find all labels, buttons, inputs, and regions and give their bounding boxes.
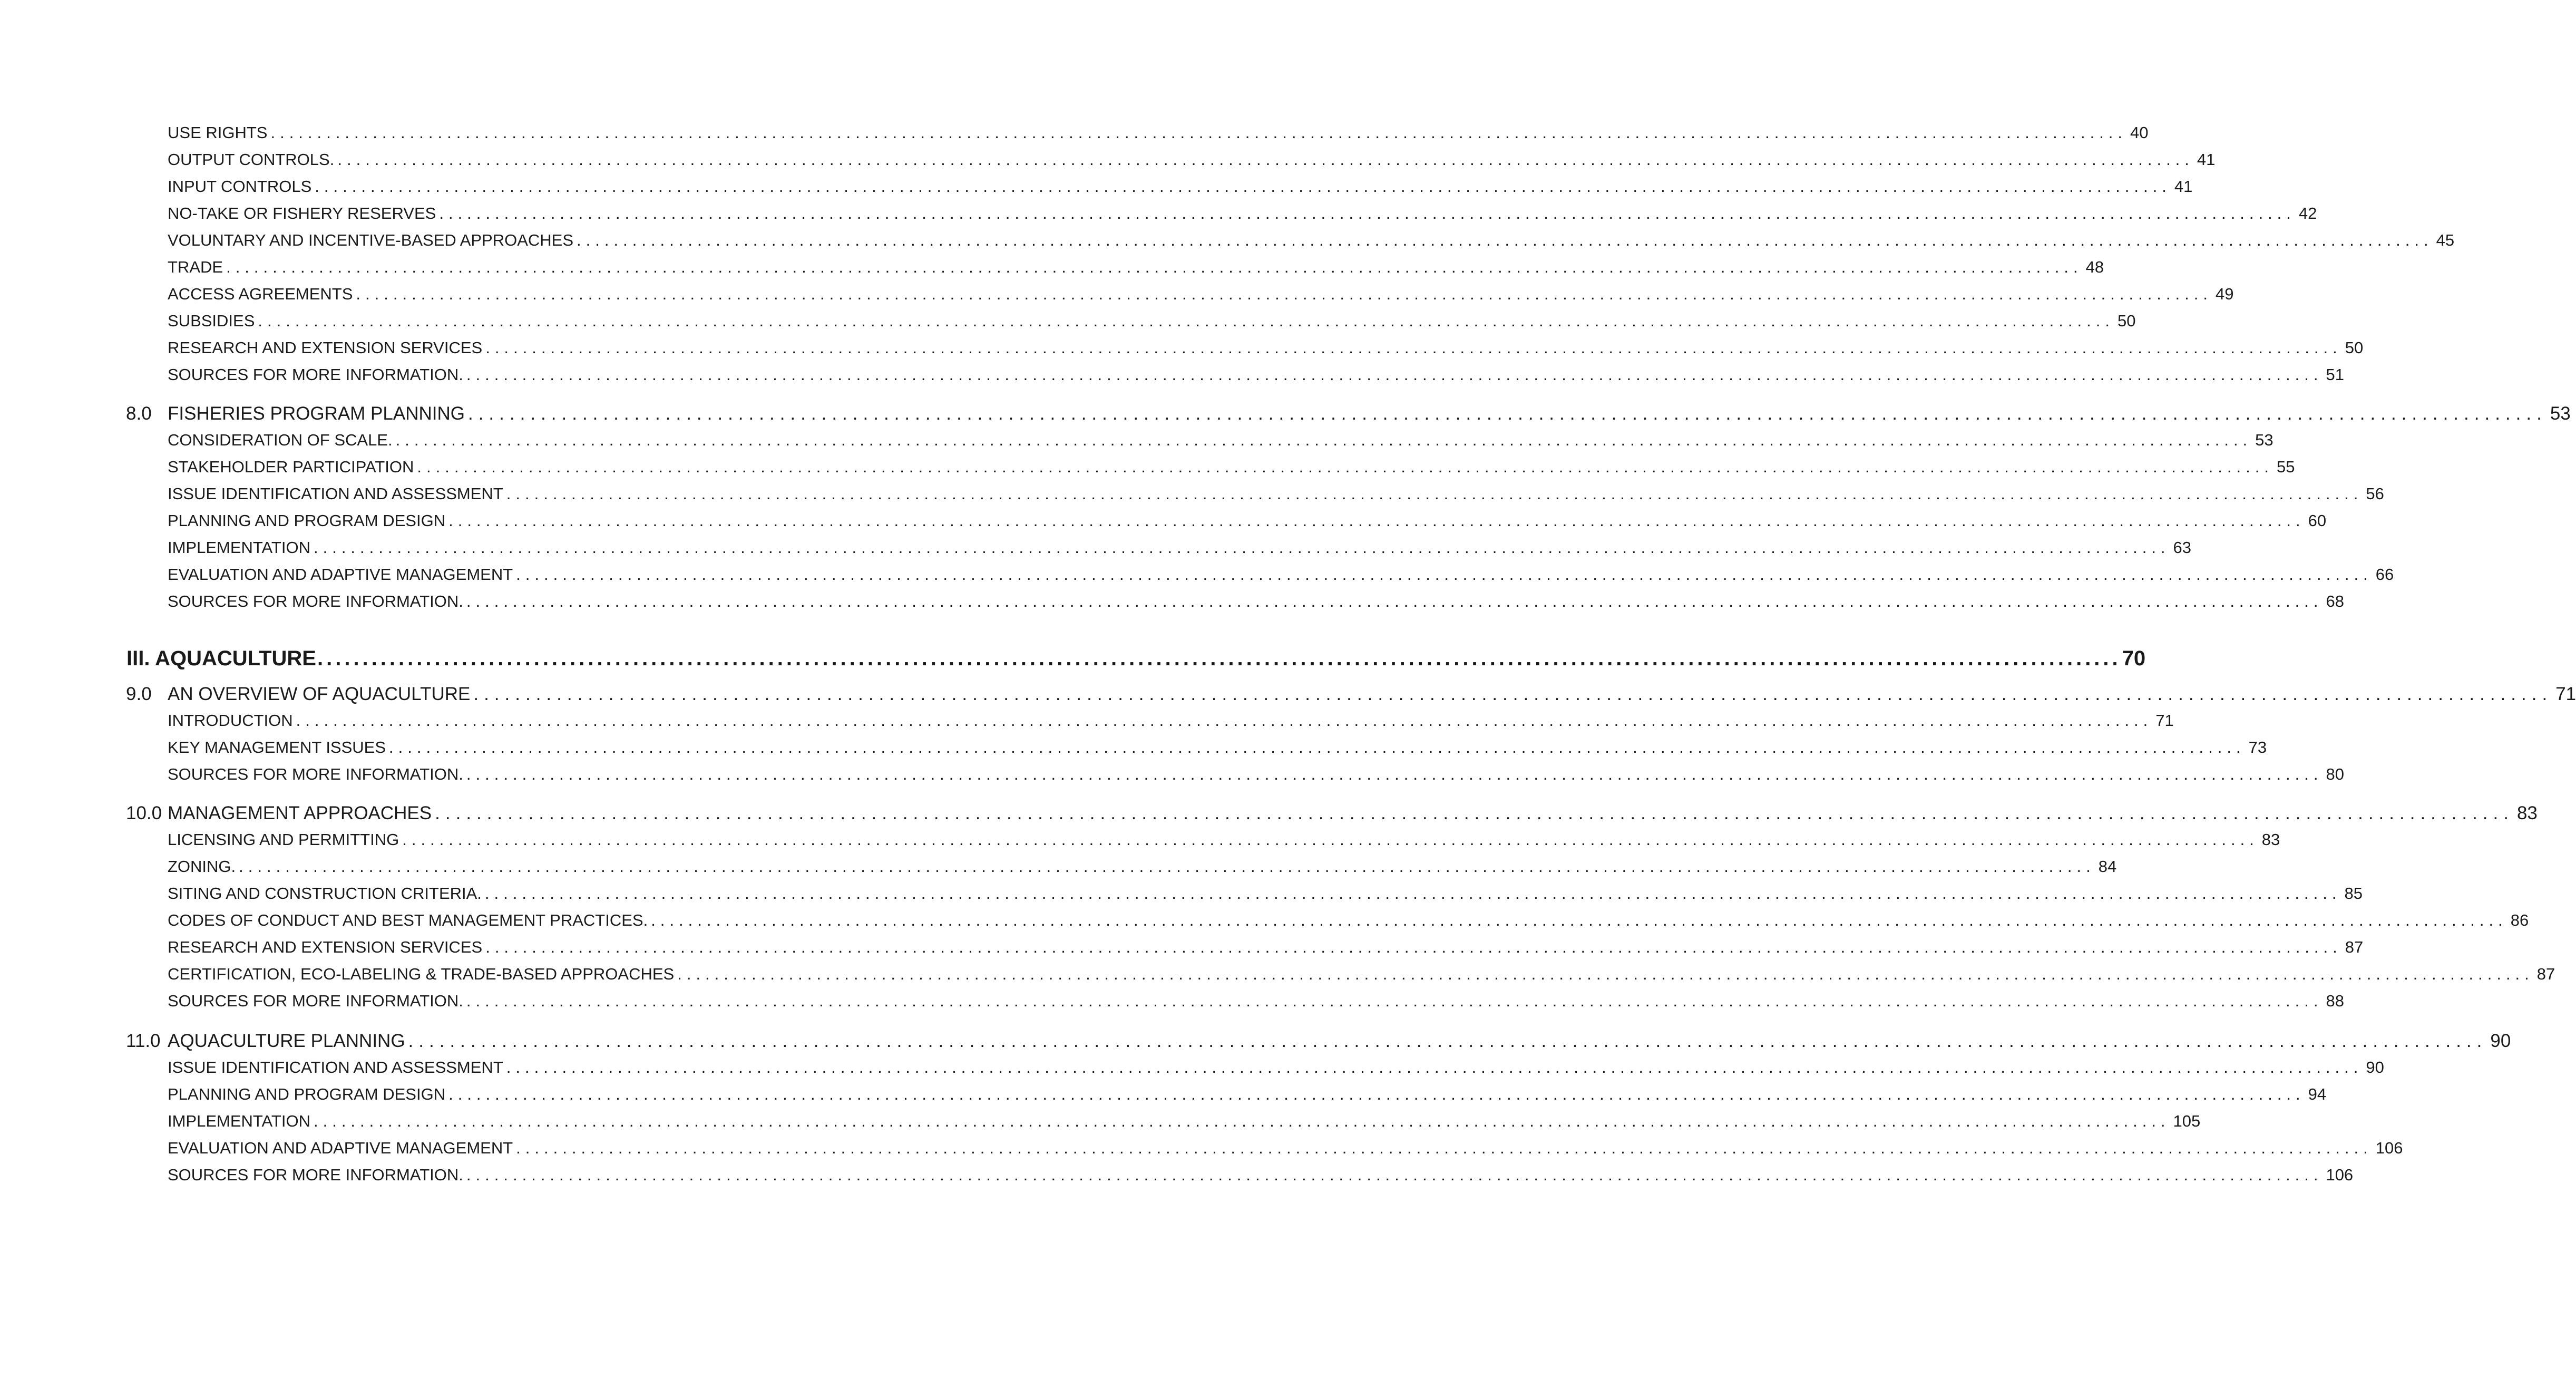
page-number: 105 bbox=[2173, 1112, 2201, 1130]
toc-entry bbox=[168, 284, 2234, 305]
toc-entry bbox=[168, 257, 2104, 278]
toc-chapter-entry bbox=[126, 802, 2538, 825]
entry-title: INPUT CONTROLS bbox=[168, 177, 312, 196]
toc-part-entry bbox=[126, 645, 2146, 672]
entry-title: INTRODUCTION bbox=[168, 711, 293, 730]
page-number: 71 bbox=[2155, 711, 2174, 730]
toc-entry bbox=[168, 1165, 2354, 1186]
entry-title: CODES OF CONDUCT AND BEST MANAGEMENT PRACTICES. bbox=[168, 911, 648, 929]
page-number: 88 bbox=[2326, 992, 2344, 1010]
dot-leader: ........................................................................................................................................................................................................ bbox=[313, 1112, 2170, 1130]
entry-title: IMPLEMENTATION bbox=[168, 538, 310, 557]
dot-leader: ........................................................................................................................................................................................................ bbox=[337, 150, 2194, 169]
entry-title: ISSUE IDENTIFICATION AND ASSESSMENT bbox=[168, 484, 503, 503]
page-number: 66 bbox=[2375, 565, 2394, 584]
chapter-number: 8.0 bbox=[126, 403, 152, 424]
dot-leader: ........................................................................................................................................................................................................ bbox=[516, 1139, 2373, 1157]
page-number: 55 bbox=[2276, 458, 2295, 476]
dot-leader: ........................................................................................................................................................................................................ bbox=[466, 592, 2323, 610]
page-number: 40 bbox=[2130, 123, 2149, 142]
page-number: 106 bbox=[2375, 1139, 2403, 1157]
dot-leader: ........................................................................................................................................................................................................ bbox=[466, 765, 2323, 783]
page-number: 90 bbox=[2366, 1058, 2384, 1076]
entry-title: PLANNING AND PROGRAM DESIGN bbox=[168, 511, 446, 530]
toc-chapter-entry bbox=[126, 402, 2571, 425]
chapter-number: 9.0 bbox=[126, 684, 152, 704]
page-number: 42 bbox=[2298, 204, 2317, 222]
toc-entry bbox=[168, 737, 2267, 758]
page-number: 87 bbox=[2536, 965, 2555, 983]
dot-leader: ........................................................................................................................................................................................................ bbox=[417, 458, 2273, 476]
entry-title: AN OVERVIEW OF AQUACULTURE bbox=[168, 684, 471, 704]
toc-entry bbox=[168, 122, 2149, 143]
toc-entry bbox=[168, 483, 2384, 505]
dot-leader: ........................................................................................................................................................................................................ bbox=[313, 538, 2170, 557]
dot-leader: ........................................................................................................................................................................................................ bbox=[485, 938, 2342, 956]
dot-leader: ........................................................................................................................................................................................................ bbox=[484, 884, 2341, 903]
entry-title: PLANNING AND PROGRAM DESIGN bbox=[168, 1085, 446, 1103]
page-number: 41 bbox=[2174, 177, 2193, 196]
page-number: 63 bbox=[2173, 538, 2192, 557]
entry-title: USE RIGHTS bbox=[168, 123, 268, 142]
page-number: 41 bbox=[2197, 150, 2216, 169]
dot-leader: ........................................................................................................................................................................................................ bbox=[239, 857, 2095, 876]
dot-leader: ........................................................................................................................................................................................................ bbox=[473, 684, 2553, 704]
dot-leader: ........................................................................................................................................................................................................ bbox=[439, 204, 2296, 222]
page-number: 53 bbox=[2550, 403, 2571, 424]
page-number: 53 bbox=[2255, 431, 2273, 449]
dot-leader: ........................................................................................................................................................................................................ bbox=[448, 1085, 2305, 1103]
entry-title: FISHERIES PROGRAM PLANNING bbox=[168, 403, 465, 424]
dot-leader: ........................................................................................................................................................................................................ bbox=[466, 1166, 2323, 1184]
dot-leader: ........................................................................................................................................................................................................ bbox=[577, 231, 2433, 249]
toc-entry bbox=[168, 457, 2295, 478]
toc-entry bbox=[168, 856, 2117, 877]
toc-entry bbox=[168, 964, 2555, 985]
entry-title: III. AQUACULTURE bbox=[126, 647, 316, 670]
entry-title: RESEARCH AND EXTENSION SERVICES bbox=[168, 938, 483, 956]
dot-leader: ........................................................................................................................................................................................................ bbox=[402, 830, 2259, 849]
entry-title: CONSIDERATION OF SCALE. bbox=[168, 431, 393, 449]
toc-entry bbox=[168, 510, 2327, 531]
dot-leader: ........................................................................................................................................................................................................ bbox=[226, 258, 2083, 276]
page-number: 84 bbox=[2098, 857, 2117, 876]
entry-title: SOURCES FOR MORE INFORMATION. bbox=[168, 592, 463, 610]
entry-title: SOURCES FOR MORE INFORMATION. bbox=[168, 765, 463, 783]
entry-title: SUBSIDIES bbox=[168, 312, 255, 330]
toc-entry bbox=[168, 203, 2317, 224]
entry-title: MANAGEMENT APPROACHES bbox=[168, 803, 432, 823]
chapter-number: 10.0 bbox=[126, 803, 162, 823]
toc-chapter-entry bbox=[126, 683, 2576, 706]
toc-entry bbox=[168, 430, 2273, 451]
toc-entry bbox=[168, 1057, 2384, 1078]
dot-leader: ........................................................................................................................................................................................................ bbox=[408, 1031, 2487, 1051]
page-number: 90 bbox=[2490, 1031, 2511, 1051]
dot-leader: ........................................................................................................................................................................................................ bbox=[466, 992, 2323, 1010]
entry-title: ISSUE IDENTIFICATION AND ASSESSMENT bbox=[168, 1058, 503, 1076]
entry-title: VOLUNTARY AND INCENTIVE-BASED APPROACHES bbox=[168, 231, 574, 249]
page-number: 60 bbox=[2308, 511, 2327, 530]
entry-title: ACCESS AGREEMENTS bbox=[168, 285, 353, 303]
entry-title: LICENSING AND PERMITTING bbox=[168, 830, 399, 849]
dot-leader: ........................................................................................................................................................................................................ bbox=[258, 312, 2114, 330]
dot-leader: ........................................................................................................................................................................................................ bbox=[677, 965, 2534, 983]
dot-leader: ........................................................................................................................................................................................................ bbox=[270, 123, 2128, 142]
page-number: 73 bbox=[2248, 738, 2267, 756]
toc-entry bbox=[168, 230, 2455, 251]
toc-entry bbox=[168, 364, 2344, 385]
page-number: 83 bbox=[2261, 830, 2280, 849]
entry-title: OUTPUT CONTROLS. bbox=[168, 150, 335, 169]
entry-title: NO-TAKE OR FISHERY RESERVES bbox=[168, 204, 436, 222]
toc-entry bbox=[168, 937, 2364, 958]
entry-title: EVALUATION AND ADAPTIVE MANAGEMENT bbox=[168, 1139, 513, 1157]
entry-title: SOURCES FOR MORE INFORMATION. bbox=[168, 992, 463, 1010]
dot-leader: ........................................................................................................................................................................................................ bbox=[317, 647, 2121, 670]
dot-leader: ........................................................................................................................................................................................................ bbox=[296, 711, 2153, 730]
entry-title: CERTIFICATION, ECO-LABELING & TRADE-BASED APPROACHES bbox=[168, 965, 675, 983]
page-number: 85 bbox=[2344, 884, 2363, 903]
toc-entry bbox=[168, 337, 2364, 358]
page-number: 86 bbox=[2510, 911, 2529, 929]
entry-title: SOURCES FOR MORE INFORMATION. bbox=[168, 1166, 463, 1184]
dot-leader: ........................................................................................................................................................................................................ bbox=[506, 1058, 2363, 1076]
dot-leader: ........................................................................................................................................................................................................ bbox=[448, 511, 2305, 530]
entry-title: RESEARCH AND EXTENSION SERVICES bbox=[168, 338, 483, 357]
page-number: 48 bbox=[2085, 258, 2104, 276]
page-number: 51 bbox=[2326, 365, 2344, 384]
dot-leader: ........................................................................................................................................................................................................ bbox=[516, 565, 2373, 584]
chapter-number: 11.0 bbox=[126, 1031, 161, 1051]
toc-entry bbox=[168, 910, 2529, 931]
dot-leader: ........................................................................................................................................................................................................ bbox=[485, 338, 2342, 357]
toc-entry bbox=[168, 883, 2363, 904]
entry-title: SITING AND CONSTRUCTION CRITERIA. bbox=[168, 884, 482, 903]
page-number: 45 bbox=[2436, 231, 2455, 249]
entry-title: EVALUATION AND ADAPTIVE MANAGEMENT bbox=[168, 565, 513, 584]
entry-title: ZONING. bbox=[168, 857, 236, 876]
page-number: 50 bbox=[2345, 338, 2364, 357]
toc-entry bbox=[168, 710, 2174, 731]
toc-entry bbox=[168, 1111, 2201, 1132]
toc-entry bbox=[168, 564, 2394, 585]
page-number: 80 bbox=[2326, 765, 2344, 783]
toc-entry bbox=[168, 829, 2280, 850]
entry-title: TRADE bbox=[168, 258, 223, 276]
entry-title: STAKEHOLDER PARTICIPATION bbox=[168, 458, 414, 476]
toc-entry bbox=[168, 1138, 2403, 1159]
toc-chapter-entry bbox=[126, 1030, 2511, 1053]
toc-entry bbox=[168, 591, 2344, 612]
dot-leader: ........................................................................................................................................................................................................ bbox=[506, 484, 2363, 503]
page-number: 68 bbox=[2326, 592, 2344, 610]
dot-leader: ........................................................................................................................................................................................................ bbox=[315, 177, 2171, 196]
dot-leader: ........................................................................................................................................................................................................ bbox=[466, 365, 2323, 384]
page-number: 71 bbox=[2555, 684, 2576, 704]
page-number: 94 bbox=[2308, 1085, 2327, 1103]
entry-title: AQUACULTURE PLANNING bbox=[168, 1031, 405, 1051]
dot-leader: ........................................................................................................................................................................................................ bbox=[651, 911, 2507, 929]
toc-entry bbox=[168, 537, 2192, 558]
page-number: 87 bbox=[2345, 938, 2364, 956]
page-number: 56 bbox=[2366, 484, 2384, 503]
page-number: 70 bbox=[2122, 647, 2146, 670]
toc-entry bbox=[168, 991, 2344, 1012]
toc-entry bbox=[168, 149, 2216, 170]
page-number: 50 bbox=[2117, 312, 2136, 330]
dot-leader: ........................................................................................................................................................................................................ bbox=[389, 738, 2246, 756]
dot-leader: ........................................................................................................................................................................................................ bbox=[356, 285, 2212, 303]
page-number: 49 bbox=[2215, 285, 2234, 303]
toc-entry bbox=[168, 764, 2344, 785]
toc-entry bbox=[168, 311, 2136, 332]
toc-entry bbox=[168, 1084, 2327, 1105]
entry-title: KEY MANAGEMENT ISSUES bbox=[168, 738, 386, 756]
page-number: 83 bbox=[2516, 803, 2538, 823]
dot-leader: ........................................................................................................................................................................................................ bbox=[395, 431, 2252, 449]
entry-title: SOURCES FOR MORE INFORMATION. bbox=[168, 365, 463, 384]
toc-entry bbox=[168, 176, 2193, 197]
page-number: 106 bbox=[2326, 1166, 2354, 1184]
dot-leader: ........................................................................................................................................................................................................ bbox=[467, 403, 2547, 424]
dot-leader: ........................................................................................................................................................................................................ bbox=[435, 803, 2514, 823]
entry-title: IMPLEMENTATION bbox=[168, 1112, 310, 1130]
